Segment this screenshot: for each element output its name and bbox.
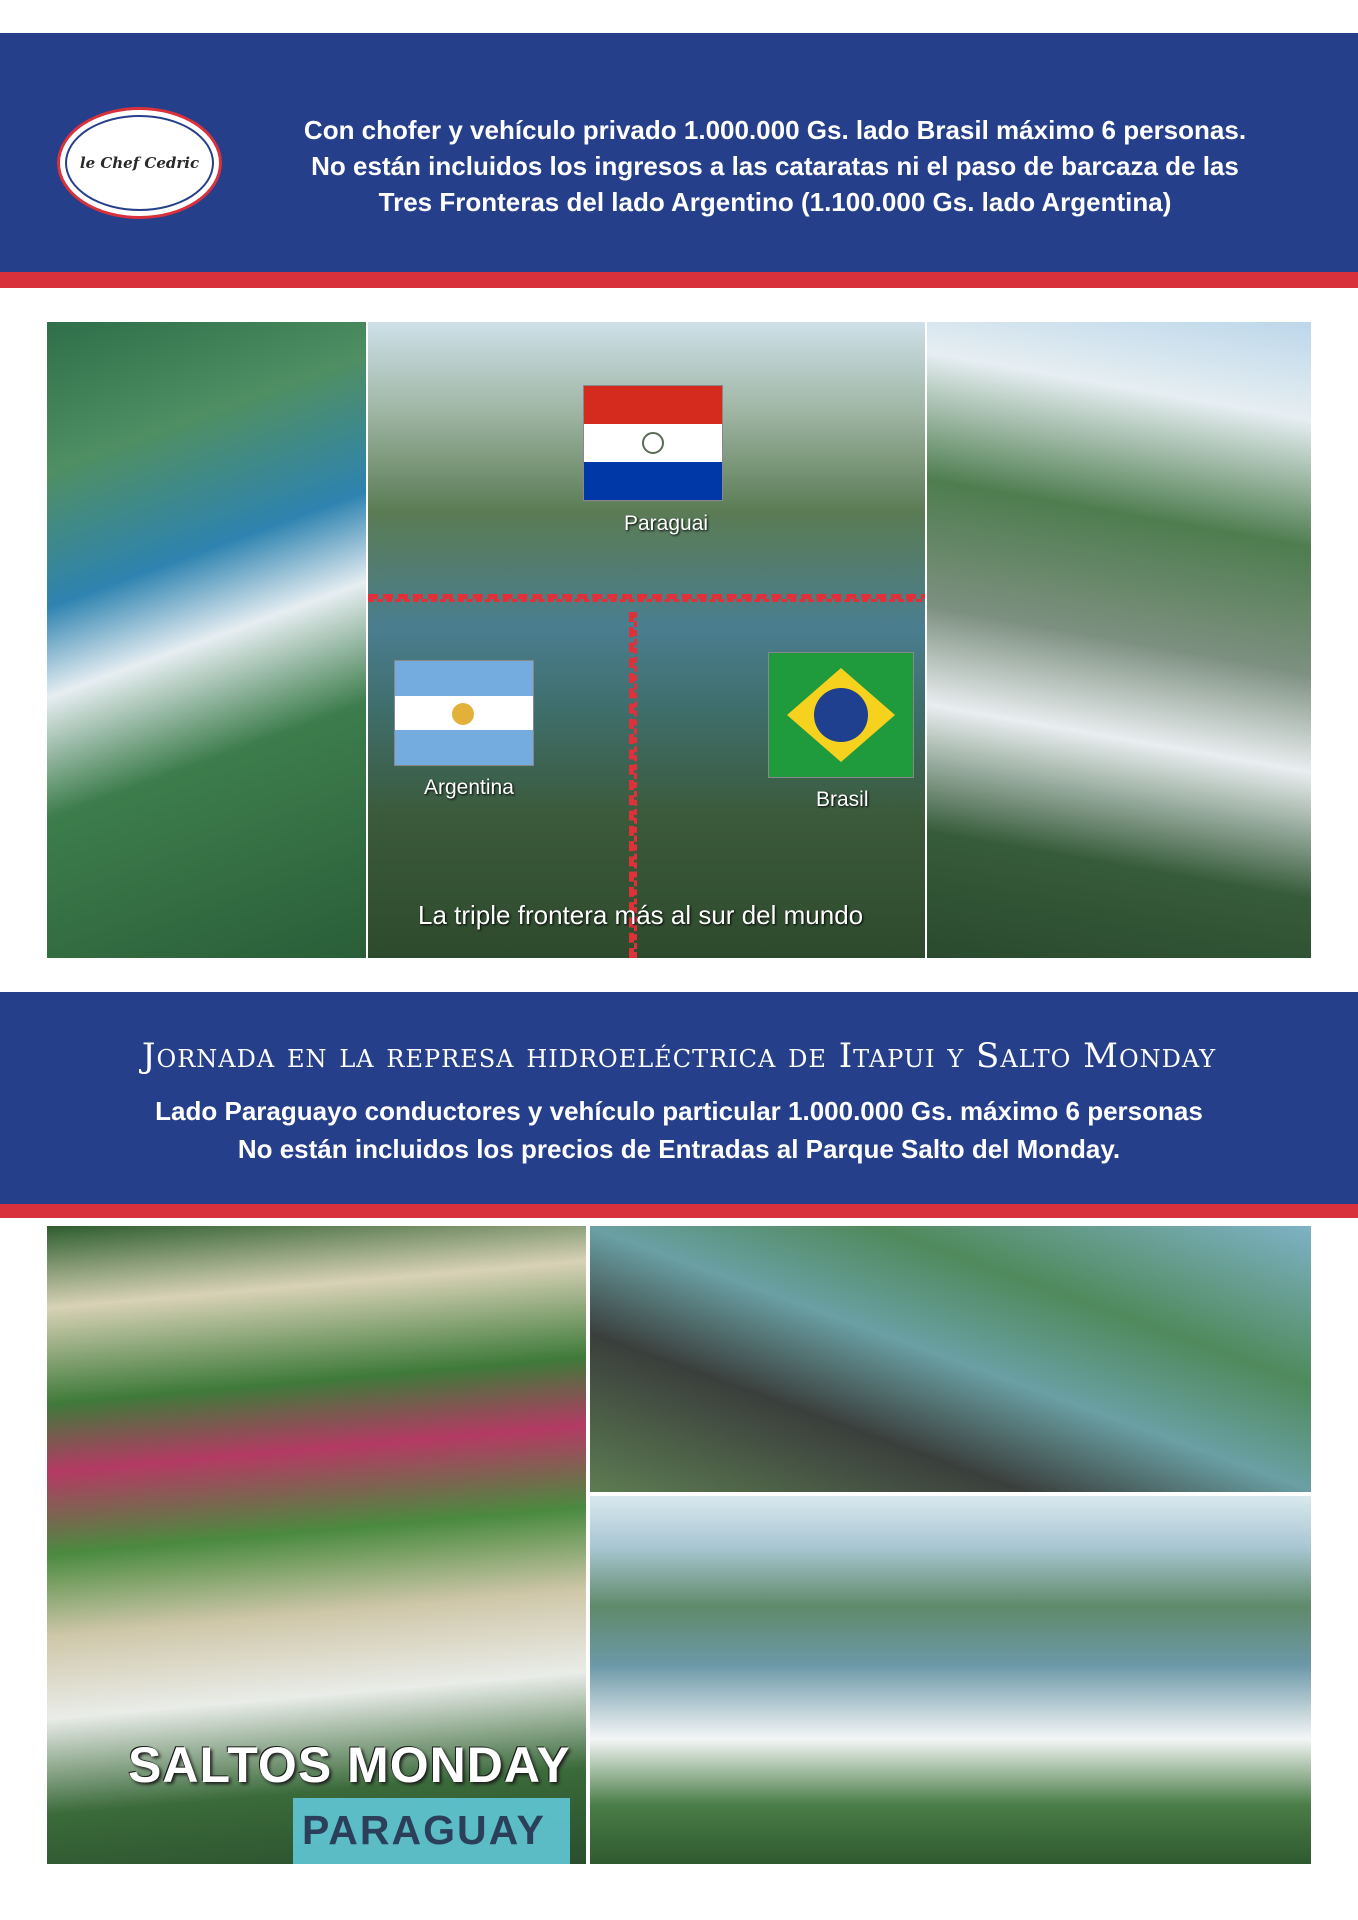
section2-title: Jornada en la represa hidroeléctrica de Itapui y Salto Monday [141,1036,1217,1076]
argentina-flag [394,660,534,766]
paraguay-flag [583,385,723,501]
brazil-globe-icon [814,688,868,742]
chef-logo [57,107,222,219]
saltos-monday-title: SALTOS MONDAY [128,1737,571,1793]
itaipu-dam-photo-bottom [590,1496,1311,1864]
iguazu-falls-photo-right [927,322,1311,958]
paraguay-label: PARAGUAY [302,1807,546,1853]
border-line-horizontal [368,594,925,602]
header-line-2: No están incluidos los ingresos a las cataratas ni el paso de barcaza de las [311,151,1239,181]
triple-border-caption: La triple frontera más al sur del mundo [418,900,864,930]
section2-line-2: No están incluidos los precios de Entradas al Parque Salto del Monday. [237,1134,1121,1164]
label-argentina: Argentina [424,776,514,799]
paraguay-seal-icon [642,432,664,454]
sun-icon [452,703,474,725]
brazil-flag [768,652,914,778]
header-line-3: Tres Fronteras del lado Argentino (1.100.000 Gs. lado Argentina) [378,187,1172,217]
section2-line-1: Lado Paraguayo conductores y vehículo particular 1.000.000 Gs. máximo 6 personas [155,1096,1203,1126]
header-red-stripe [0,272,1358,288]
section2-red-stripe [0,1204,1358,1218]
itaipu-dam-photo-top [590,1226,1311,1492]
logo-text: le Chef Cedric [79,154,200,172]
iguazu-falls-photo-left [47,322,366,958]
header-line-1: Con chofer y vehículo privado 1.000.000 Gs. lado Brasil máximo 6 personas. [303,115,1247,145]
label-brasil: Brasil [816,788,869,811]
label-paraguay: Paraguai [624,512,709,535]
